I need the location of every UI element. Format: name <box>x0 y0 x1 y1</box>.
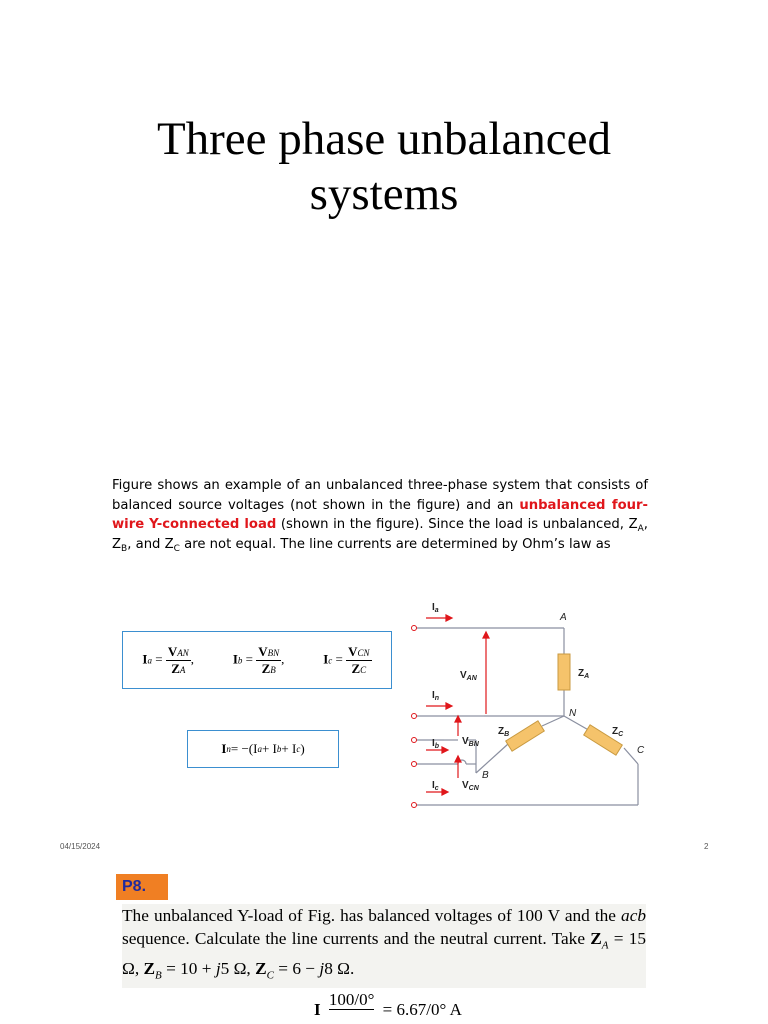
svg-text:ZC: $Z_C$ <box>612 726 624 738</box>
terminal-b <box>412 738 417 743</box>
line-current-equations <box>122 631 392 689</box>
eq-ic: Ic = $\frac{\text{VCN}}{ZC}$ <box>323 643 370 676</box>
svg-text:Ia: $I_a$ <box>432 602 439 614</box>
svg-text:In: $I_n$ <box>432 690 440 702</box>
node-a-label: A <box>560 612 567 623</box>
svg-text:VBN: $V_{BN}$ <box>462 736 479 748</box>
eq-ia: Ia = $\frac{\text{VAN}}{ZA}$ , <box>142 643 194 676</box>
svg-text:VAN: $V_{AN}$ <box>460 670 477 682</box>
para-text-3: are not equal. The line currents are determined by Ohm’s law as <box>179 536 611 552</box>
impedance-za <box>558 654 570 690</box>
para-text-2: (shown in the figure). Since the load is unbalanced, Z <box>276 517 638 532</box>
slide-title <box>0 112 768 222</box>
sub-b: B <box>121 543 128 554</box>
sub-c: C <box>173 543 180 554</box>
para-sep-2: , and Z <box>127 536 174 552</box>
problem-statement: The unbalanced Y-load of Fig. has balanced voltages of 100 V and the acb sequence. Calculate the line currents and the neutral current. Take $Z_A = 15$ Ω, $Z_B = 10 + j5$ Ω, $Z_C = 6 - j8$ Ω. <box>122 904 646 988</box>
node-n-label: N <box>569 708 577 719</box>
slide-page-number: 2 <box>704 842 709 851</box>
node-c-label: C <box>637 745 645 756</box>
svg-text:ZA: $Z_A$ <box>578 668 590 680</box>
terminal-c <box>412 762 417 767</box>
title-line-1: Three phase unbalanced <box>156 113 612 165</box>
terminal-n <box>412 714 417 719</box>
svg-text:ZB: $Z_B$ <box>498 726 510 738</box>
neutral-current-equation: I n = −(I a + I b + I c ) <box>187 730 339 768</box>
para-text-1: Figure shows an example of an unbalanced three-phase system that consists of balanced source voltages (not shown in the figure) and an <box>112 478 648 513</box>
para-sep-1: , Z <box>112 517 648 552</box>
slide-date: 04/15/2024 <box>60 842 101 851</box>
svg-text:Ib: $I_b$ <box>432 738 440 750</box>
para-highlight: unbalanced four-wire Y-connected load <box>112 497 648 532</box>
solution-line: I 100/0° = 6.67/0° A <box>314 990 462 1019</box>
eq-ib: Ib = $\frac{\text{VBN}}{ZB}$ , <box>232 643 285 676</box>
sub-a: A <box>637 524 644 534</box>
node-b-label: B <box>482 770 489 781</box>
terminal-a <box>412 626 417 631</box>
svg-text:Ic: $I_c$ <box>432 780 439 792</box>
intro-paragraph <box>112 476 648 554</box>
svg-text:VCN: $V_{CN}$ <box>462 780 479 792</box>
problem-badge: P8. <box>116 874 168 900</box>
terminal-c-return <box>412 803 417 808</box>
title-line-2: systems <box>309 168 459 220</box>
y-load-circuit-diagram <box>404 588 652 812</box>
